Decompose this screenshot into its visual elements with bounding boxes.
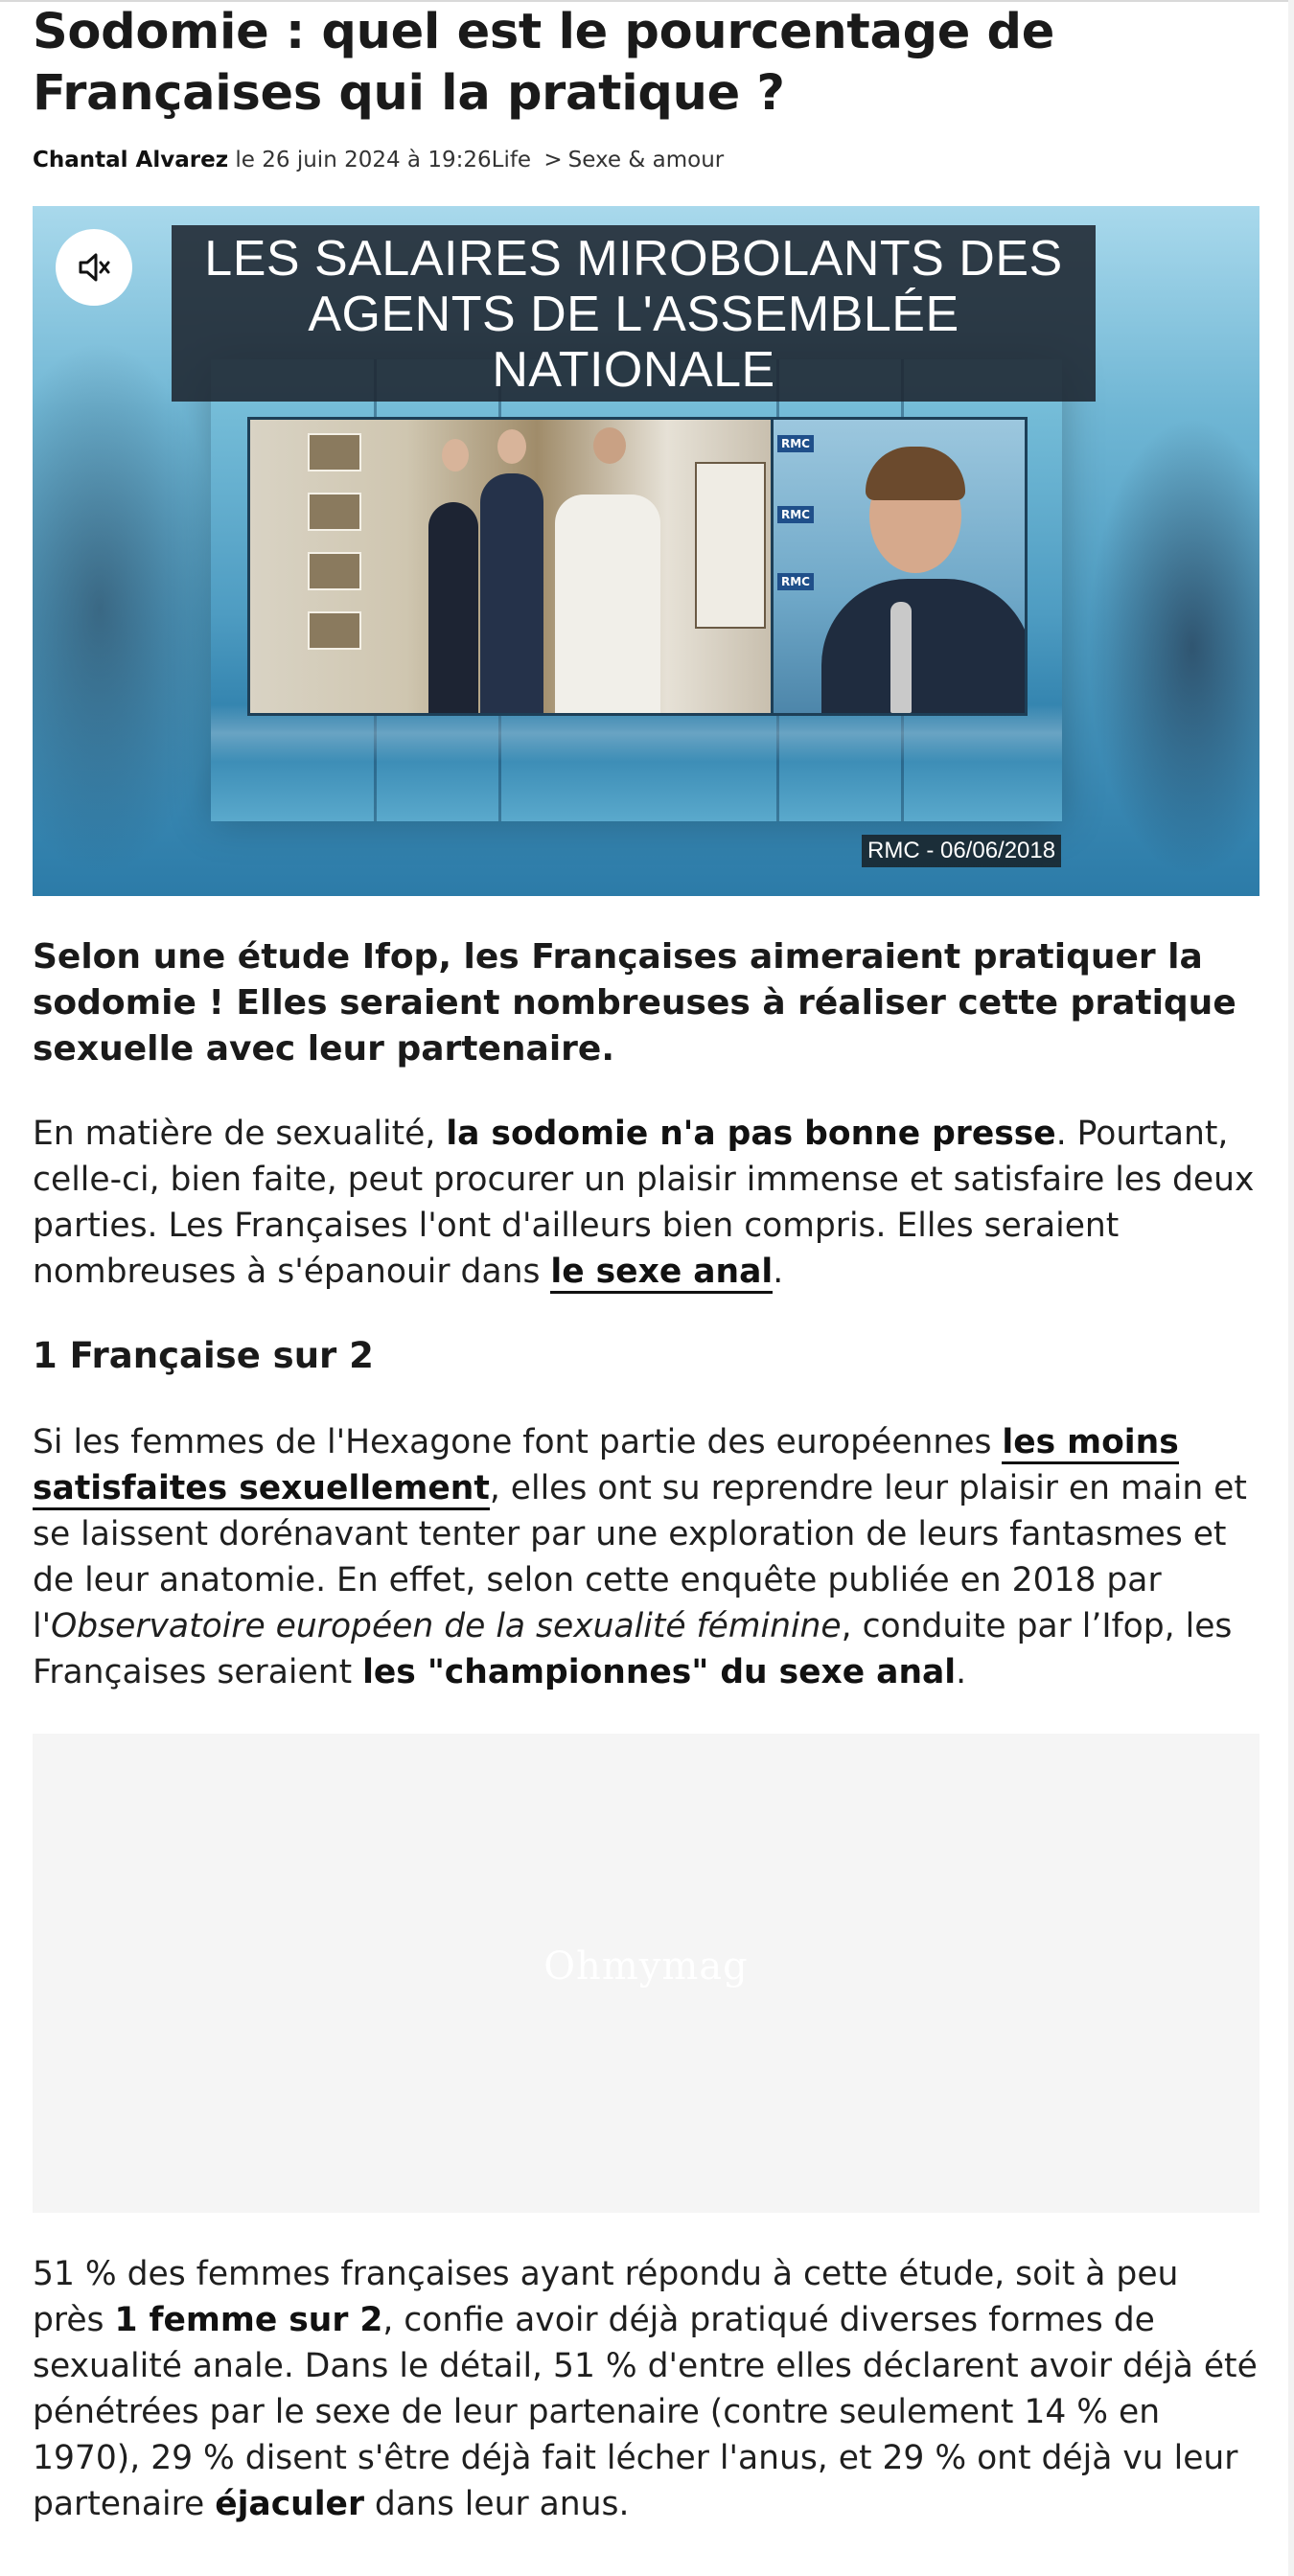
video-source-caption: RMC - 06/06/2018 [862,835,1061,867]
video-background-blur-left [33,340,224,877]
breadcrumb-separator: > [543,148,563,172]
publish-date: le 26 juin 2024 à 19:26 [235,148,492,172]
byline [33,144,1259,176]
video-screen-presenter [771,417,1028,716]
channel-logo-tag: RMC [777,573,814,590]
speaker-muted-icon [75,248,113,287]
video-background-blur-right [1087,417,1259,877]
section-heading: 1 Française sur 2 [33,1335,374,1376]
author-name[interactable]: Chantal Alvarez [33,148,229,172]
paragraph-statistics: 51 % des femmes françaises ayant répondu à cette étude, soit à peu près 1 femme sur 2, confie avoir déjà pratiqué diverses formes de sexualité anale. Dans le détail, 51 % d'entre elles déclarent avoir déjà été pénétrées par le sexe de leur partenaire (contre seulement 14 % en 1970), 29 % disent s'être déjà fait lécher l'anus, et 29 % ont déjà vu leur partenaire éjaculer dans leur anus. [33,2255,1258,2523]
article [33,0,1259,2527]
emphasis: 1 femme sur 2 [114,2301,383,2339]
video-headline-line-1: LES SALAIRES MIROBOLANTS DES [204,231,1063,287]
emphasis: les "championnes" du sexe anal [362,1653,957,1691]
channel-logo-tag: RMC [777,435,814,452]
video-headline-banner [172,225,1096,402]
ad-placeholder [33,1734,1259,2213]
scrollbar-track[interactable] [1288,0,1294,2576]
breadcrumb-subcategory[interactable]: Sexe & amour [567,148,725,172]
source-name: Observatoire européen de la sexualité féminine [51,1607,842,1645]
article-title: Sodomie : quel est le pourcentage de Françaises qui la pratique ? [33,4,1055,122]
emphasis: éjaculer [215,2485,364,2523]
link-moins-satisfaites[interactable]: les moins satisfaites sexuellement [33,1423,1179,1510]
video-screen-hallway-scene [247,417,774,716]
channel-logo-tag: RMC [777,506,814,523]
video-headline-line-2: AGENTS DE L'ASSEMBLÉE NATIONALE [308,287,959,398]
paragraph-survey: Si les femmes de l'Hexagone font partie des européennes les moins satisfaites sexuellement, elles ont su reprendre leur plaisir en main et se laissent dorénavant tenter par une exploration de leurs fantasmes et de leur anatomie. En effet, selon cette enquête publiée en 2018 par l'Observatoire européen de la sexualité féminine, conduite par l’Ifop, les Françaises seraient les "championnes" du sexe anal. [33,1423,1247,1691]
mute-toggle-button[interactable] [56,229,132,306]
emphasis: la sodomie n'a pas bonne presse [446,1115,1056,1153]
paragraph-intro: En matière de sexualité, la sodomie n'a pas bonne presse. Pourtant, celle-ci, bien faite, peut procurer un plaisir immense et satisfaire les deux parties. Les Françaises l'ont d'ailleurs bien compris. Elles seraient nombreuses à s'épanouir dans le sexe anal. [33,1111,1259,1295]
article-lead: Selon une étude Ifop, les Françaises aimeraient pratiquer la sodomie ! Elles seraient nombreuses à réaliser cette pratique sexuelle avec leur partenaire. [33,937,1236,1069]
breadcrumb-category[interactable]: Life [491,148,532,172]
link-sexe-anal[interactable]: le sexe anal [550,1253,773,1294]
site-watermark-logo: Ohmymag [543,1944,749,1989]
video-player[interactable] [33,206,1259,896]
